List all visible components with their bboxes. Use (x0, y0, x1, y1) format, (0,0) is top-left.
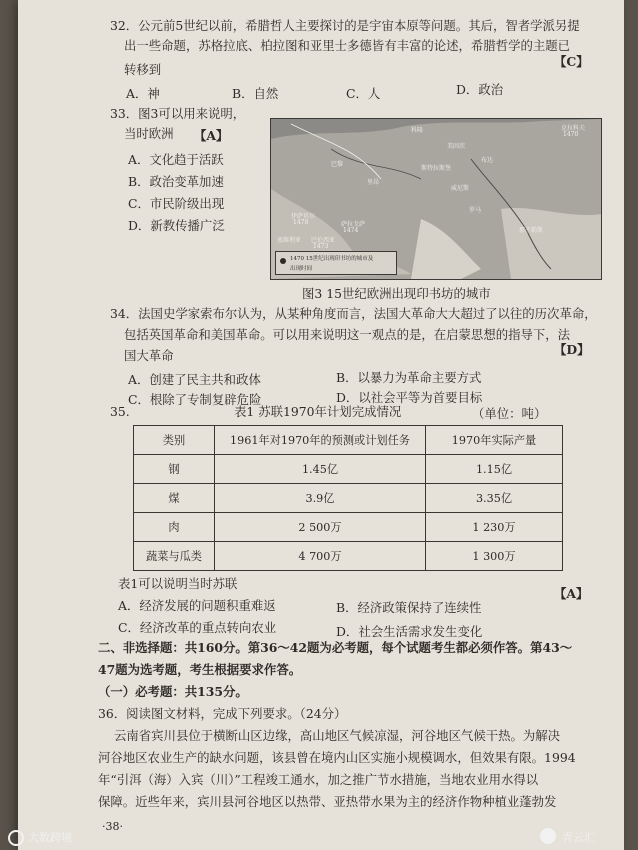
q34-option-b: B．以暴力为革命主要方式 (336, 370, 482, 385)
map-label-7: 斯特拉斯堡 (421, 165, 452, 172)
map-label-5: 巴黎 (331, 161, 344, 168)
q32-line-3: 转移到 (124, 62, 162, 77)
table-header-row (134, 426, 563, 455)
map-label-10: 罗马 (469, 207, 482, 214)
table-cell: 肉 (134, 513, 215, 542)
q35-number: 35. (110, 404, 130, 419)
q35-option-c: C．经济改革的重点转向农业 (118, 620, 277, 635)
q33-option-c: C．市民阶级出现 (128, 196, 225, 211)
table-row (134, 542, 563, 571)
map-label-18: 1474 (343, 227, 359, 234)
europe-printing-map (270, 118, 602, 280)
brand-logo-icon (8, 830, 24, 846)
map-legend-line-1: 1470 15世纪出现印书坊的城市及 (290, 256, 374, 262)
q34-option-c: C．根除了专制复辟危险 (128, 392, 262, 407)
table-cell: 蔬菜与瓜类 (134, 542, 215, 571)
watermark-right-text: 青云汇 (562, 831, 595, 844)
q33-answer: 【A】 (194, 128, 229, 143)
map-label-1: 科隆 (411, 127, 424, 134)
q35-option-d: D．社会生活需求发生变化 (336, 624, 483, 639)
q35-option-a: A．经济发展的问题积重难返 (118, 598, 276, 613)
table-row (134, 455, 563, 484)
q33-option-a: A．文化趋于活跃 (128, 152, 224, 167)
q34-line-1: 34．法国史学家索布尔认为，从某种角度而言，法国大革命大大超过了以往的历次革命， (110, 306, 597, 321)
exam-page (18, 0, 624, 850)
q36-para-4: 保障。近些年来，宾川县河谷地区以热带、亚热带水果为主的经济作物种植业蓬勃发 (98, 794, 557, 809)
q33-option-b: B．政治变革加速 (128, 174, 224, 189)
legend-dot-icon (280, 258, 286, 264)
table-cell: 2 500万 (215, 513, 426, 542)
q35-option-b: B．经济政策保持了连续性 (336, 600, 482, 615)
q34-option-a: A．创建了民主共和政体 (128, 372, 261, 387)
q36-para-1: 云南省宾川县位于横断山区边缘，高山地区气候凉湿，河谷地区气候干热。为解决 (114, 728, 561, 743)
table-cell: 钢 (134, 455, 215, 484)
wechat-icon (540, 828, 556, 844)
table-header-cell: 类别 (134, 426, 215, 455)
map-label-16: 塞维利亚 (277, 237, 302, 244)
table-unit: （单位：吨） (472, 406, 547, 421)
q35-stem: 表1可以说明当时苏联 (118, 576, 238, 591)
table-cell: 4 700万 (215, 542, 426, 571)
q32-option-b: B．自然 (232, 86, 279, 101)
q36-stem: 36．阅读图文材料，完成下列要求。（24分） (98, 706, 347, 721)
map-caption: 图3 15世纪欧洲出现印书坊的城市 (302, 286, 491, 301)
q32-option-a: A．神 (126, 86, 160, 101)
table-header-cell: 1970年实际产量 (426, 426, 563, 455)
map-label-12: 伊萨贝尔 (291, 213, 316, 220)
table-header-cell: 1961年对1970年的预测或计划任务 (215, 426, 426, 455)
q32-option-c: C．人 (346, 86, 381, 101)
q32-option-d: D．政治 (456, 82, 504, 97)
map-label-14: 巴伦西亚 (311, 237, 336, 244)
table-cell: 3.9亿 (215, 484, 426, 513)
page-number: ·38· (102, 820, 123, 833)
table-title: 表1 苏联1970年计划完成情况 (234, 404, 402, 419)
table-row (134, 484, 563, 513)
section2-line-2: 47题为选考题，考生根据要求作答。 (98, 662, 302, 677)
table-cell: 1.15亿 (426, 455, 563, 484)
q32-line-1: 32．公元前5世纪以前，希腊哲人主要探讨的是宇宙本原等问题。其后，智者学派另提 (110, 18, 580, 33)
table-cell: 煤 (134, 484, 215, 513)
table-row (134, 513, 563, 542)
table-cell: 1.45亿 (215, 455, 426, 484)
map-label-17: 萨拉戈萨 (341, 221, 366, 228)
watermark-left-text: 大数跨境 (28, 831, 72, 844)
q36-para-3: 年“引洱（海）入宾（川）”工程竣工通水，加之推广节水措施，当地农业用水得以 (98, 772, 539, 787)
q33-stem-1: 33．图3可以用来说明， (110, 106, 246, 121)
map-legend-line-2: 出现时间 (290, 266, 313, 272)
map-label-11: 那不勒斯 (519, 227, 544, 234)
map-label-15: 1473 (313, 243, 329, 250)
required-heading: （一）必考题：共135分。 (98, 684, 248, 699)
table-cell: 1 300万 (426, 542, 563, 571)
map-label-13: 1478 (293, 219, 309, 226)
watermark-bar (0, 822, 638, 850)
q35-answer: 【A】 (554, 586, 589, 601)
map-label-6: 里昂 (367, 179, 380, 186)
q36-para-2: 河谷地区农业生产的缺水问题，该县曾在境内山区实施小规模调水，但效果有限。1994 (98, 750, 576, 765)
q34-option-d: D．以社会平等为首要目标 (336, 390, 483, 405)
map-label-4: 1470 (563, 131, 579, 138)
map-label-3: 克拉科夫 (561, 125, 586, 132)
table-cell: 3.35亿 (426, 484, 563, 513)
section2-line-1: 二、非选择题：共160分。第36～42题为必考题，每个试题考生都必须作答。第43～ (98, 640, 573, 655)
map-label-8: 布达 (481, 157, 494, 164)
map-legend (275, 251, 397, 275)
q34-answer: 【D】 (554, 342, 590, 357)
q34-line-3: 国大革命 (124, 348, 174, 363)
map-label-2: 美因茨 (447, 143, 466, 150)
q34-line-2: 包括英国革命和美国革命。可以用来说明这一观点的是，在启蒙思想的指导下，法 (124, 327, 571, 342)
q33-stem-2: 当时欧洲 (124, 126, 174, 141)
q33-option-d: D．新教传播广泛 (128, 218, 225, 233)
soviet-plan-table (133, 425, 563, 571)
map-label-9: 威尼斯 (451, 185, 470, 192)
table-cell: 1 230万 (426, 513, 563, 542)
q32-answer: 【C】 (554, 54, 589, 69)
q32-line-2: 出一些命题，苏格拉底、柏拉图和亚里士多德皆有丰富的论述，希腊哲学的主题已 (124, 38, 571, 53)
